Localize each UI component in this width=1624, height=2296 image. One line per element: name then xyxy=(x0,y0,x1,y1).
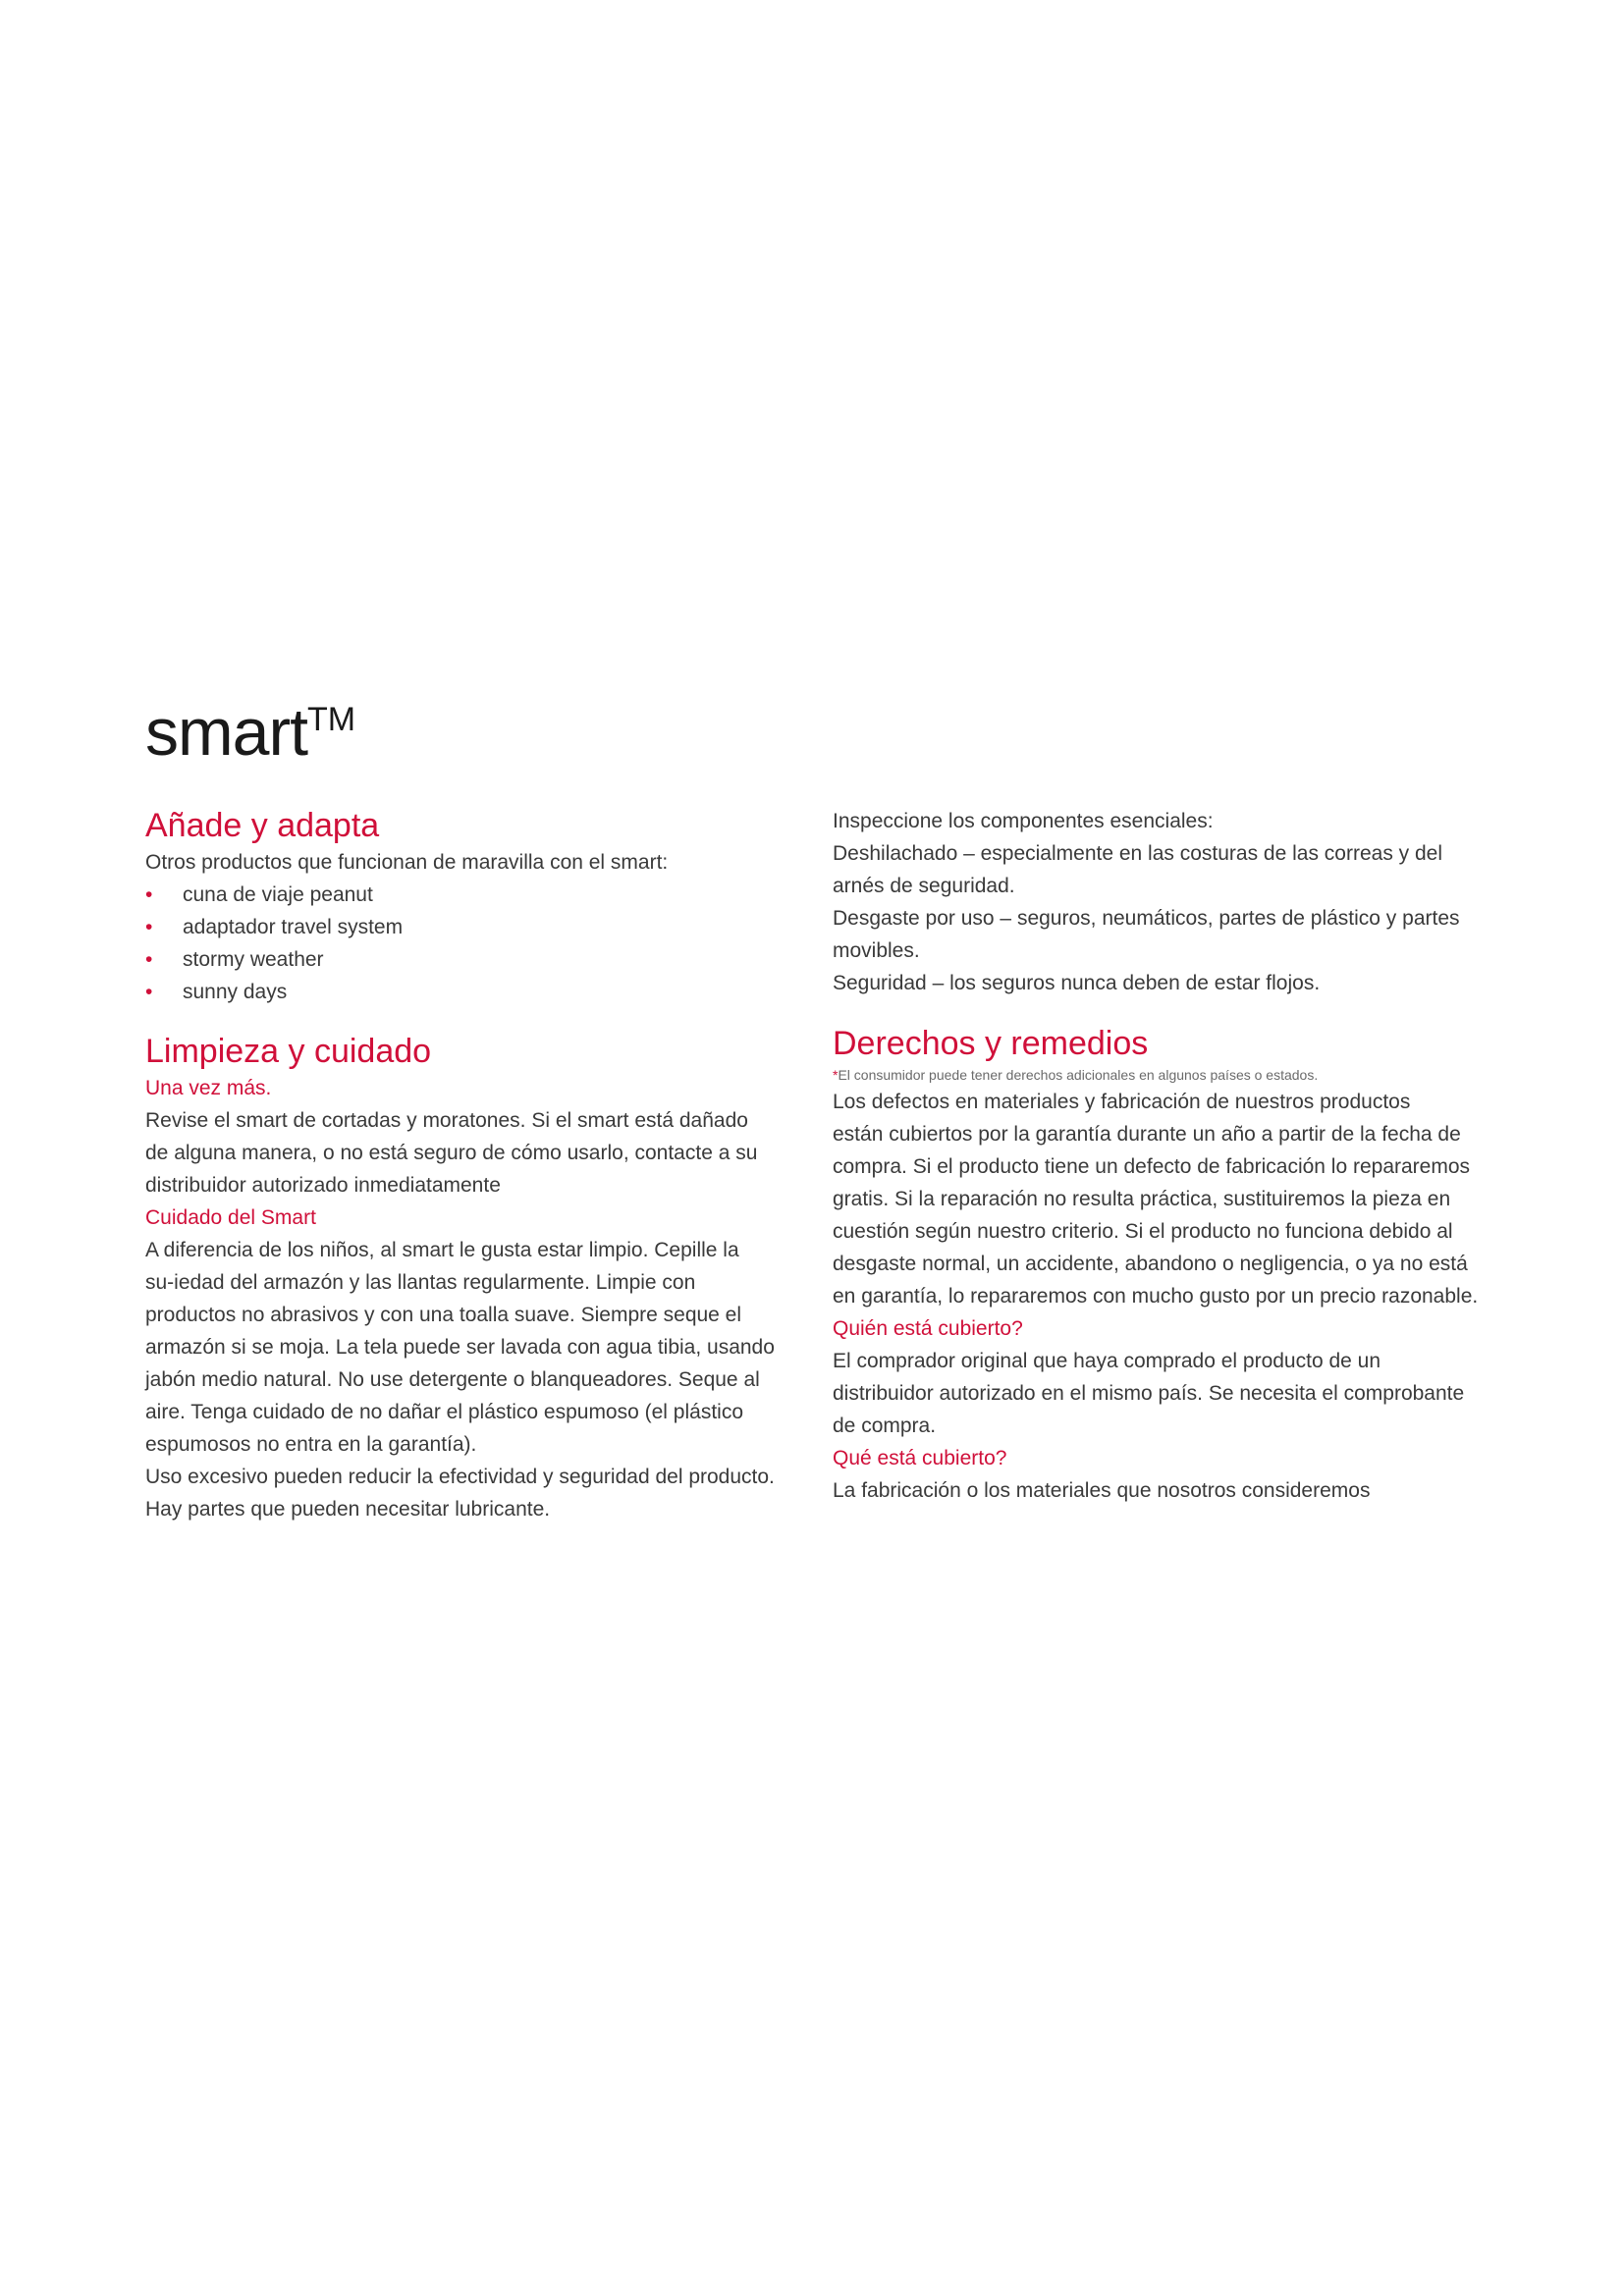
text-line: gratis. Si la reparación no resulta práctica, sustituiremos la pieza en xyxy=(833,1188,1451,1210)
paragraph-who-covered xyxy=(833,1345,1500,1442)
bullet-icon: • xyxy=(145,948,153,971)
bullet-icon: • xyxy=(145,981,153,1003)
bullet-icon: • xyxy=(145,916,153,938)
list-item: • cuna de viaje peanut xyxy=(145,879,793,911)
brand-title xyxy=(145,695,356,770)
text-line: Inspeccione los componentes esenciales: xyxy=(833,810,1214,832)
text-line: compra. Si el producto tiene un defecto de fabricación lo repararemos xyxy=(833,1155,1471,1178)
paragraph-warranty xyxy=(833,1086,1500,1312)
paragraph-care xyxy=(145,1234,793,1525)
text-line: A diferencia de los niños, al smart le gusta estar limpio. Cepille la xyxy=(145,1239,739,1261)
text-line: Uso excesivo pueden reducir la efectividad y seguridad del producto. xyxy=(145,1466,775,1488)
text-line: Revise el smart de cortadas y moratones. Si el smart está dañado xyxy=(145,1109,748,1132)
section-rights xyxy=(833,1023,1500,1507)
paragraph-inspection xyxy=(145,1104,793,1201)
text-line: movibles. xyxy=(833,939,920,962)
section-title-add-adapt: Añade y adapta xyxy=(145,807,380,844)
brand-name: smart xyxy=(145,695,307,770)
text-line: espumosos no entra en la garantía). xyxy=(145,1433,477,1456)
text-line: de alguna manera, o no está seguro de cómo usarlo, contacte a su xyxy=(145,1142,758,1164)
section-title-rights: Derechos y remedios xyxy=(833,1025,1149,1062)
list-item: • stormy weather xyxy=(145,943,793,976)
list-item: • sunny days xyxy=(145,976,793,1008)
text-line: desgaste normal, un accidente, abandono o negligencia, o ya no está xyxy=(833,1253,1468,1275)
bullet-icon: • xyxy=(145,883,153,906)
text-line: La fabricación o los materiales que nosotros consideremos xyxy=(833,1479,1371,1502)
text-line: cuestión según nuestro criterio. Si el producto no funciona debido al xyxy=(833,1220,1453,1243)
product-list xyxy=(145,879,793,1008)
paragraph-what-covered xyxy=(833,1474,1500,1507)
text-line: El comprador original que haya comprado el producto de un xyxy=(833,1350,1381,1372)
subheading-who-covered: Quién está cubierto? xyxy=(833,1317,1023,1340)
text-line: arnés de seguridad. xyxy=(833,875,1015,897)
section-title-cleaning: Limpieza y cuidado xyxy=(145,1033,432,1070)
footnote: *El consumidor puede tener derechos adicionales en algunos países o estados. xyxy=(833,1067,1319,1083)
subheading-una-vez-mas: Una vez más. xyxy=(145,1077,272,1099)
text-line: en garantía, lo repararemos con mucho gusto por un precio razonable. xyxy=(833,1285,1479,1308)
text-line: Hay partes que pueden necesitar lubricante. xyxy=(145,1498,551,1521)
section-inspect xyxy=(833,805,1500,999)
text-line: productos no abrasivos y con una toalla suave. Siempre seque el xyxy=(145,1304,742,1326)
text-line: Desgaste por uso – seguros, neumáticos, partes de plástico y partes xyxy=(833,907,1460,930)
text-line: Los defectos en materiales y fabricación de nuestros productos xyxy=(833,1091,1411,1113)
text-line: Deshilachado – especialmente en las costuras de las correas y del xyxy=(833,842,1443,865)
subheading-what-covered: Qué está cubierto? xyxy=(833,1447,1007,1469)
text-line: de compra. xyxy=(833,1415,937,1437)
text-line: su-iedad del armazón y las llantas regularmente. Limpie con xyxy=(145,1271,696,1294)
section-cleaning xyxy=(145,1031,793,1525)
text-line: aire. Tenga cuidado de no dañar el plástico espumoso (el plástico xyxy=(145,1401,743,1423)
trademark-mark: TM xyxy=(307,701,356,738)
list-item: • adaptador travel system xyxy=(145,911,793,943)
add-adapt-intro: Otros productos que funcionan de maravilla con el smart: xyxy=(145,851,669,874)
text-line: Seguridad – los seguros nunca deben de estar flojos. xyxy=(833,972,1321,994)
text-line: están cubiertos por la garantía durante un año a partir de la fecha de xyxy=(833,1123,1461,1146)
section-add-adapt xyxy=(145,805,793,1008)
text-line: jabón medio natural. No use detergente o blanqueadores. Seque al xyxy=(145,1368,760,1391)
text-line: distribuidor autorizado inmediatamente xyxy=(145,1174,501,1197)
subheading-cuidado-smart: Cuidado del Smart xyxy=(145,1206,316,1229)
text-line: distribuidor autorizado en el mismo país. Se necesita el comprobante xyxy=(833,1382,1465,1405)
text-line: armazón si se moja. La tela puede ser lavada con agua tibia, usando xyxy=(145,1336,775,1359)
asterisk: * xyxy=(833,1067,839,1083)
